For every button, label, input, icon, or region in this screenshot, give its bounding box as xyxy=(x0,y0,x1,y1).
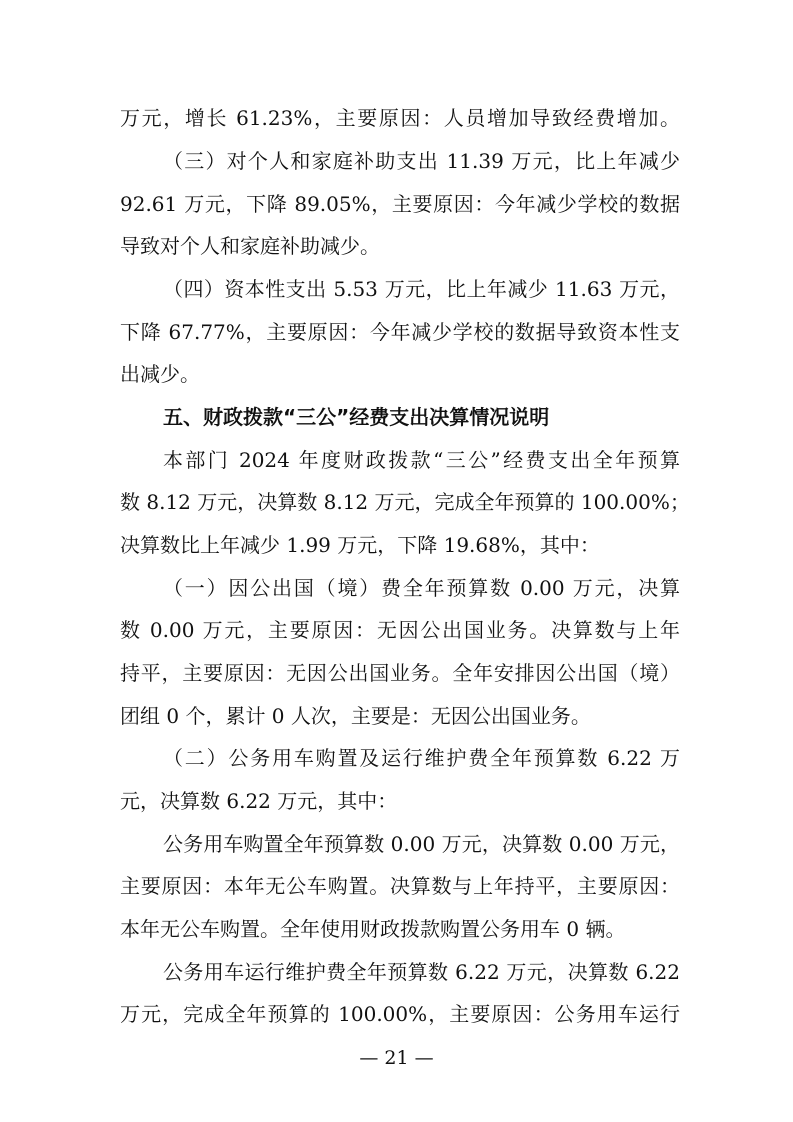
section-heading: 五、财政拨款“三公”经费支出决算情况说明 xyxy=(163,405,550,429)
text-line: 本年无公车购置。全年使用财政拨款购置公务用车 0 辆。 xyxy=(120,917,626,941)
text-line: 万元，完成全年预算的 100.00%，主要原因：公务用车运行 xyxy=(120,1002,680,1026)
text-line: 下降 67.77%，主要原因：今年减少学校的数据导致资本性支 xyxy=(120,320,680,344)
page-number: — 21 — xyxy=(359,1047,434,1069)
text-line: 主要原因：本年无公车购置。决算数与上年持平，主要原因： xyxy=(120,874,680,898)
text-line: 数 8.12 万元，决算数 8.12 万元，完成全年预算的 100.00%； xyxy=(120,490,690,514)
text-line: 92.61 万元，下降 89.05%，主要原因：今年减少学校的数据 xyxy=(120,192,680,216)
text-line: 导致对个人和家庭补助减少。 xyxy=(120,234,380,258)
text-line: （四）资本性支出 5.53 万元，比上年减少 11.63 万元， xyxy=(163,277,680,301)
text-line: 元，决算数 6.22 万元，其中： xyxy=(120,789,398,813)
text-line: 公务用车购置全年预算数 0.00 万元，决算数 0.00 万元， xyxy=(163,832,680,856)
text-line: 出减少。 xyxy=(120,362,200,386)
text-line: （三）对个人和家庭补助支出 11.39 万元，比上年减少 xyxy=(163,149,680,173)
text-line: 团组 0 个，累计 0 人次，主要是：无因公出国业务。 xyxy=(120,704,591,728)
text-line: 决算数比上年减少 1.99 万元，下降 19.68%，其中： xyxy=(120,533,600,557)
text-line: （二）公务用车购置及运行维护费全年预算数 6.22 万 xyxy=(163,746,680,770)
text-line: 万元，增长 61.23%，主要原因：人员增加导致经费增加。 xyxy=(120,106,680,130)
text-line: 公务用车运行维护费全年预算数 6.22 万元，决算数 6.22 xyxy=(163,960,680,984)
text-line: 持平，主要原因：无因公出国业务。全年安排因公出国（境） xyxy=(120,661,680,685)
text-line: （一）因公出国（境）费全年预算数 0.00 万元，决算 xyxy=(163,576,680,600)
text-line: 本部门 2024 年度财政拨款“三公”经费支出全年预算 xyxy=(163,448,680,472)
text-line: 数 0.00 万元，主要原因：无因公出国业务。决算数与上年 xyxy=(120,618,680,642)
